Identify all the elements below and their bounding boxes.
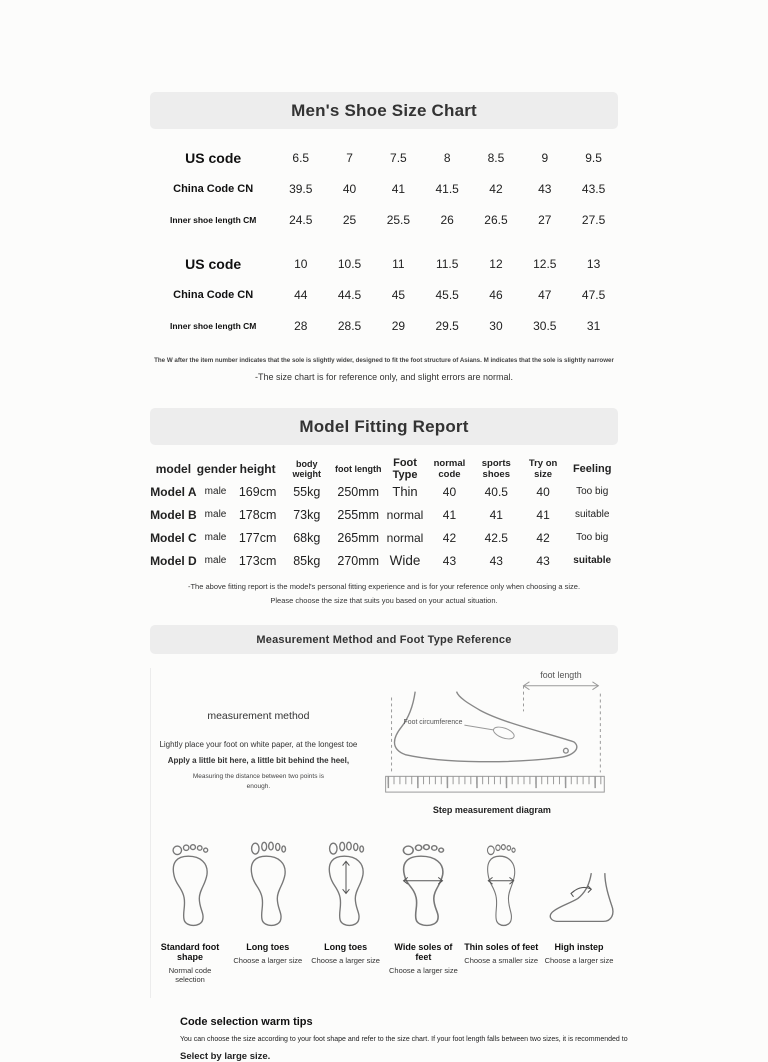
row-label: US code [185, 149, 242, 166]
fitting-row-model-c [150, 526, 618, 549]
footprint-standard-icon [164, 841, 216, 929]
row-label: China Code CN [173, 182, 254, 195]
cell: Thin [392, 484, 418, 499]
size-value: 9.5 [585, 150, 602, 165]
size-row-china-code [150, 173, 618, 204]
size-value: 11 [392, 256, 405, 271]
row-label: Inner shoe length CM [169, 320, 257, 331]
size-value: 30.5 [533, 318, 557, 333]
size-value: 27 [538, 212, 552, 227]
cell: 41 [536, 507, 550, 522]
step-measurement-caption: Step measurement diagram [432, 805, 551, 815]
size-value: 46 [489, 287, 503, 302]
cell: 55kg [293, 484, 321, 499]
foot-type-advice: Choose a larger size [311, 956, 380, 965]
cell: normal [386, 507, 424, 522]
size-chart-footnote: The W after the item number indicates that the sole is slightly wider, designed to fit the foot structure of Asians. M indicates that the sole is slightly narrower [154, 357, 614, 364]
size-value: 45 [391, 287, 406, 302]
foot-side-profile-illustration [372, 668, 612, 798]
fitting-report-section [150, 408, 618, 605]
column-header: height [239, 462, 276, 476]
foot-length-label: foot length [540, 669, 582, 680]
size-value: 25.5 [386, 212, 411, 227]
size-value: 31 [586, 318, 601, 333]
cell: 43 [489, 553, 503, 568]
row-label: US code [185, 255, 242, 272]
cell: 42.5 [484, 530, 508, 545]
measurement-body [150, 668, 618, 998]
cell: 43 [536, 553, 550, 568]
cell: 41 [442, 507, 457, 522]
cell: 43 [442, 553, 457, 568]
size-value: 8.5 [487, 150, 505, 165]
cell: 250mm [337, 484, 380, 499]
footprint-long-toes-arrow-icon [320, 841, 372, 929]
cell: male [204, 509, 227, 520]
cell: 42 [442, 530, 457, 545]
column-header: model [155, 462, 192, 476]
cell: Model D [150, 553, 197, 568]
tips-line-emphasis: Select by large size. [180, 1051, 271, 1062]
size-table-small-sizes [150, 142, 618, 235]
size-value: 7.5 [390, 150, 407, 165]
cell: 169cm [238, 484, 277, 499]
instruction-line: Lightly place your foot on white paper, at the longest toe [159, 740, 358, 749]
column-header: Try on size [528, 458, 558, 480]
foot-type-name: Thin soles of feet [464, 942, 539, 952]
cell: 73kg [293, 507, 321, 522]
cell: 270mm [337, 553, 380, 568]
measurement-title: Measurement Method and Foot Type Reference [256, 633, 512, 646]
cell: male [204, 486, 227, 497]
size-value: 43.5 [581, 181, 606, 196]
size-value: 42 [489, 181, 503, 196]
size-value: 29.5 [435, 318, 459, 333]
size-chart-disclaimer: -The size chart is for reference only, and slight errors are normal. [255, 372, 513, 382]
size-row-inner-length [150, 310, 618, 341]
foot-type-long-toes-1 [231, 841, 305, 984]
size-value: 28.5 [337, 318, 362, 333]
size-table-large-sizes [150, 248, 618, 341]
cell: male [204, 532, 227, 543]
column-header: gender [196, 462, 237, 476]
cell: 41 [489, 507, 503, 522]
size-value: 11.5 [435, 256, 459, 271]
size-row-us-code [150, 248, 618, 279]
size-value: 41.5 [435, 181, 459, 196]
cell: male [204, 555, 227, 566]
size-value: 44.5 [337, 287, 362, 302]
size-value: 44 [294, 287, 308, 302]
size-value: 45.5 [435, 287, 459, 302]
cell: 255mm [337, 507, 380, 522]
cell: Wide [389, 553, 421, 568]
foot-type-name: High instep [554, 942, 604, 952]
size-value: 47.5 [581, 287, 606, 302]
foot-type-advice: Normal code selection [168, 966, 212, 984]
measurement-title-bar [150, 625, 618, 654]
fitting-report-table [150, 457, 618, 572]
cell: 85kg [293, 553, 321, 568]
tips-line: You can choose the size according to your foot shape and refer to the size chart. If your foot length falls between two sizes, it is recommended to [180, 1036, 628, 1043]
fitting-report-note: Please choose the size that suits you based on your actual situation. [270, 596, 498, 605]
size-value: 26.5 [484, 212, 508, 227]
foot-circumference-label: Foot circumference [403, 719, 463, 727]
fitting-row-model-a [150, 480, 618, 503]
size-guide-page [150, 0, 628, 1062]
size-chart-title-bar [150, 92, 618, 129]
size-row-us-code [150, 142, 618, 173]
cell: 40.5 [484, 484, 508, 499]
size-value: 29 [391, 318, 406, 333]
foot-type-advice: Choose a smaller size [464, 956, 539, 965]
column-header: Foot Type [392, 457, 418, 481]
cell: Model C [150, 530, 197, 545]
foot-type-long-toes-2 [309, 841, 383, 984]
size-value: 27.5 [581, 212, 606, 227]
cell: 68kg [293, 530, 321, 545]
row-label: Inner shoe length CM [169, 214, 257, 225]
cell: suitable [573, 555, 612, 566]
cell: 265mm [337, 530, 380, 545]
ruler-icon [386, 776, 605, 792]
size-value: 26 [440, 212, 454, 227]
cell: suitable [574, 509, 610, 520]
column-header: body weight [292, 459, 322, 479]
fitting-report-note: -The above fitting report is the model's personal fitting experience and is for your reference only when choosing a size. [187, 582, 581, 591]
cell: 178cm [238, 507, 277, 522]
foot-type-high-instep [542, 841, 616, 984]
size-value: 12.5 [533, 256, 557, 271]
fitting-report-title-bar [150, 408, 618, 445]
foot-type-advice: Choose a larger size [233, 956, 303, 965]
cell: 40 [536, 484, 550, 499]
cell: normal [386, 530, 424, 545]
size-value: 47 [538, 287, 552, 302]
footprint-thin-icon [475, 841, 527, 929]
foot-type-name: Standard foot shape [160, 942, 220, 962]
cell: 42 [536, 530, 550, 545]
tips-title: Code selection warm tips [180, 1016, 313, 1028]
cell: 177cm [238, 530, 277, 545]
cell: Too big [576, 486, 609, 497]
footprint-long-toes-icon [242, 841, 294, 929]
size-value: 39.5 [289, 181, 313, 196]
foot-type-wide-sole [386, 841, 460, 984]
fitting-row-model-b [150, 503, 618, 526]
high-instep-foot-icon [542, 841, 622, 929]
foot-type-name: Wide soles of feet [394, 942, 453, 962]
cell: Too big [576, 532, 609, 543]
column-header: Feeling [572, 463, 612, 475]
instruction-line: Apply a little bit here, a little bit behind the heel, [167, 756, 350, 765]
column-header: foot length [334, 464, 382, 474]
size-value: 8 [443, 150, 451, 165]
tips-section [150, 1016, 628, 1062]
size-value: 7 [346, 150, 353, 165]
foot-type-name: Long toes [246, 942, 290, 952]
size-value: 41 [391, 181, 406, 196]
cell: Model B [150, 507, 197, 522]
foot-type-thin-sole [464, 841, 538, 984]
cell: Model A [150, 484, 197, 499]
size-value: 25 [342, 212, 357, 227]
size-chart-section [150, 92, 618, 382]
fitting-row-model-d [150, 549, 618, 572]
foot-type-name: Long toes [324, 942, 368, 952]
size-value: 10 [294, 256, 308, 271]
size-value: 13 [586, 256, 601, 271]
measurement-instructions [151, 668, 366, 815]
size-value: 12 [489, 256, 503, 271]
size-value: 24.5 [289, 212, 313, 227]
size-value: 40 [342, 181, 357, 196]
size-row-inner-length [150, 204, 618, 235]
measurement-method-heading: measurement method [207, 710, 310, 722]
size-value: 10.5 [337, 256, 362, 271]
foot-type-reference-row [151, 841, 618, 998]
measurement-method-block [151, 668, 618, 815]
cell: 173cm [238, 553, 277, 568]
size-value: 43 [538, 181, 552, 196]
row-label: China Code CN [173, 288, 254, 301]
foot-type-standard [153, 841, 227, 984]
foot-type-advice: Choose a larger size [544, 956, 614, 965]
fitting-report-title: Model Fitting Report [299, 416, 469, 436]
instruction-line: Measuring the distance between two points is enough. [192, 773, 324, 790]
size-value: 6.5 [292, 150, 310, 165]
footprint-wide-icon [397, 841, 449, 929]
fitting-header-row [150, 457, 618, 480]
size-value: 30 [489, 318, 503, 333]
measurement-section [150, 625, 618, 998]
measurement-diagram-block [366, 668, 618, 815]
column-header: sports shoes [481, 458, 511, 480]
size-chart-title: Men's Shoe Size Chart [291, 100, 477, 120]
foot-type-advice: Choose a larger size [388, 966, 458, 975]
size-value: 28 [294, 318, 308, 333]
column-header: normal code [433, 458, 466, 480]
size-value: 9 [541, 150, 549, 165]
cell: 40 [442, 484, 457, 499]
size-row-china-code [150, 279, 618, 310]
